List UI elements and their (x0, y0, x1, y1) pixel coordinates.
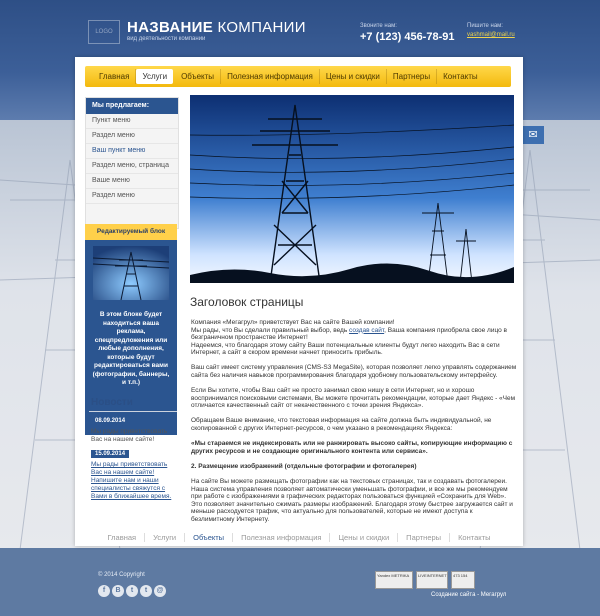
main-card (75, 57, 523, 546)
pylon-thumbnail (93, 246, 169, 300)
liveinternet-counter[interactable]: LIVEINTERNET (416, 571, 448, 589)
sidebar-item-active[interactable]: Ваш пункт меню (86, 144, 178, 159)
email-icon[interactable]: @ (154, 585, 166, 597)
social-links (98, 585, 166, 597)
page-title: Заголовок страницы (190, 295, 304, 309)
stats-counter[interactable]: 473 154 (451, 571, 475, 589)
content-subheading (191, 463, 517, 471)
hero-image (190, 95, 514, 283)
sidebar-item[interactable]: Пункт меню (86, 114, 178, 129)
copyright: © 2014 Copyright (98, 572, 145, 578)
paragraph-text: Компания «Мегагрул» приветствует Вас на сайте Вашей компании! Мы рады, что Вы сделали правильный выбор, ведь (191, 319, 395, 334)
nav-item-useful-info[interactable]: Полезная информация (221, 69, 320, 84)
content-quote (191, 440, 517, 455)
sidebar-item[interactable]: Ваше меню (86, 174, 178, 189)
phone-number: +7 (123) 456-78-91 (360, 31, 455, 43)
news-title: Новости (91, 397, 133, 408)
facebook-icon[interactable]: f (98, 585, 110, 597)
create-site-link[interactable]: создав сайт (349, 326, 385, 334)
write-label: Пишите нам: (467, 23, 503, 29)
content-paragraph: Если Вы хотите, чтобы Ваш сайт не просто занимал свою нишу в сети Интернет, но и хорошо воспринимался поисковыми системами, Вы можете прочитать рекомендации, которые дает Яндекс - «Чем отличается качественный сайт от некачественного с точки зрения Яндекса». (191, 387, 516, 410)
sidebar-item[interactable]: Раздел меню (86, 189, 178, 204)
company-name-bold: НАЗВАНИЕ (127, 19, 213, 36)
vk-icon[interactable]: В (112, 585, 124, 597)
main-nav (85, 66, 511, 87)
sidebar-item[interactable]: Раздел меню, страница (86, 159, 178, 174)
mail-icon[interactable]: ✉ (522, 126, 544, 144)
nav-item-partners[interactable]: Партнеры (387, 69, 437, 84)
twitter-icon[interactable]: t (126, 585, 138, 597)
call-label: Звоните нам: (360, 23, 397, 29)
company-name-rest: КОМПАНИИ (213, 19, 306, 36)
bottom-nav-item[interactable]: Цены и скидки (330, 533, 398, 542)
yandex-counter[interactable]: Yandex METRIKA (375, 571, 413, 589)
content-paragraph: Обращаем Ваше внимание, что текстовая информация на сайте должна быть индивидуальной, не скопированной с других Интернет-ресурсов, о чем указано в рекомендациях Яндекса: (191, 417, 492, 433)
footer-background (0, 548, 600, 616)
email-link[interactable]: vashmail@mail.ru (467, 32, 515, 38)
paragraph-text: , Ваша компания приобрела свое лицо в безграничном пространстве Интернет! Надеемся, что благодаря этому сайту Ваши потенциальные клиенты будут легко находить Вас в сети Интернет, а сайт в скором времени начнет приносить прибыль. (191, 326, 507, 357)
editable-block-text: В этом блоке будет находиться ваша реклама, спецпредложения или любые дополнения, которые будут редактироваться вами (фотографии, баннеры, и т.п.) (92, 311, 170, 386)
sidebar-item[interactable]: Раздел меню (86, 129, 178, 144)
bottom-nav (75, 533, 523, 542)
news-date: 15.09.2014 (91, 450, 129, 458)
nav-item-prices[interactable]: Цены и скидки (320, 69, 387, 84)
nav-item-objects[interactable]: Объекты (175, 69, 221, 84)
nav-item-services[interactable]: Услуги (136, 69, 173, 84)
company-name[interactable] (127, 19, 306, 36)
subheading-text: 2. Размещение изображений (отдельные фотографии и фотогалерея) (191, 462, 417, 470)
logo[interactable]: LOGO (88, 20, 120, 44)
content-paragraph: Ваш сайт имеет систему управления (CMS-S3 MegaSite), которая позволяет легко управлять содержанием сайта без наличия навыков программирования благодаря удобному пользовательскому интерфейсу. (191, 364, 517, 380)
bottom-nav-item[interactable]: Услуги (145, 533, 185, 542)
editable-block-heading: Редактируемый блок (85, 224, 177, 240)
sidebar-heading: Мы предлагаем: (86, 98, 178, 114)
company-subtitle: вид деятельности компании (127, 36, 206, 42)
quote-text: «Мы стараемся не индексировать или не ранжировать высоко сайты, копирующие информацию с других ресурсов и не создающие оригинального контента или сервиса». (191, 440, 513, 455)
bottom-nav-item[interactable]: Контакты (458, 533, 491, 542)
news-date: 08.09.2014 (91, 417, 129, 425)
content-paragraph (191, 319, 517, 357)
sidebar-menu (85, 97, 179, 229)
nav-item-home[interactable]: Главная (93, 69, 136, 84)
tumblr-icon[interactable]: t (140, 585, 152, 597)
bottom-nav-item-active[interactable]: Объекты (185, 533, 233, 542)
counters (375, 571, 475, 589)
page-content (191, 319, 517, 531)
news-divider (89, 411, 177, 412)
content-paragraph: На сайте Вы можете размещать фотографии как на текстовых страницах, так и создавать фотогалереи. Наша система управления позволяет автоматически уменьшать фотографии, и все же мы рекомендуем при работе с изображениями в графических редакторах пользоваться функцией «Сохранить для Web». Это позволяет значительно сжимать размеры изображений. Благодаря этому быстрее загружается сайт и меньше расходуется трафик, что актуально для пользователей, которые не имеют доступа к безлимитному Интернету. (191, 477, 513, 523)
made-by-link[interactable]: Создание сайта - Мегагрул (431, 592, 507, 598)
news-text: Мы рады приветствовать Вас на нашем сайте! (91, 428, 168, 443)
nav-item-contacts[interactable]: Контакты (443, 72, 478, 81)
news-link[interactable]: Мы рады приветствовать Вас на нашем сайте! Напишите нам и наши специалисты свяжутся с Вами в ближайшее время. (91, 461, 172, 500)
hero-pylon-art (190, 95, 514, 283)
bottom-nav-item[interactable]: Главная (100, 533, 146, 542)
bottom-nav-item[interactable]: Партнеры (398, 533, 450, 542)
bottom-nav-item[interactable]: Полезная информация (233, 533, 330, 542)
